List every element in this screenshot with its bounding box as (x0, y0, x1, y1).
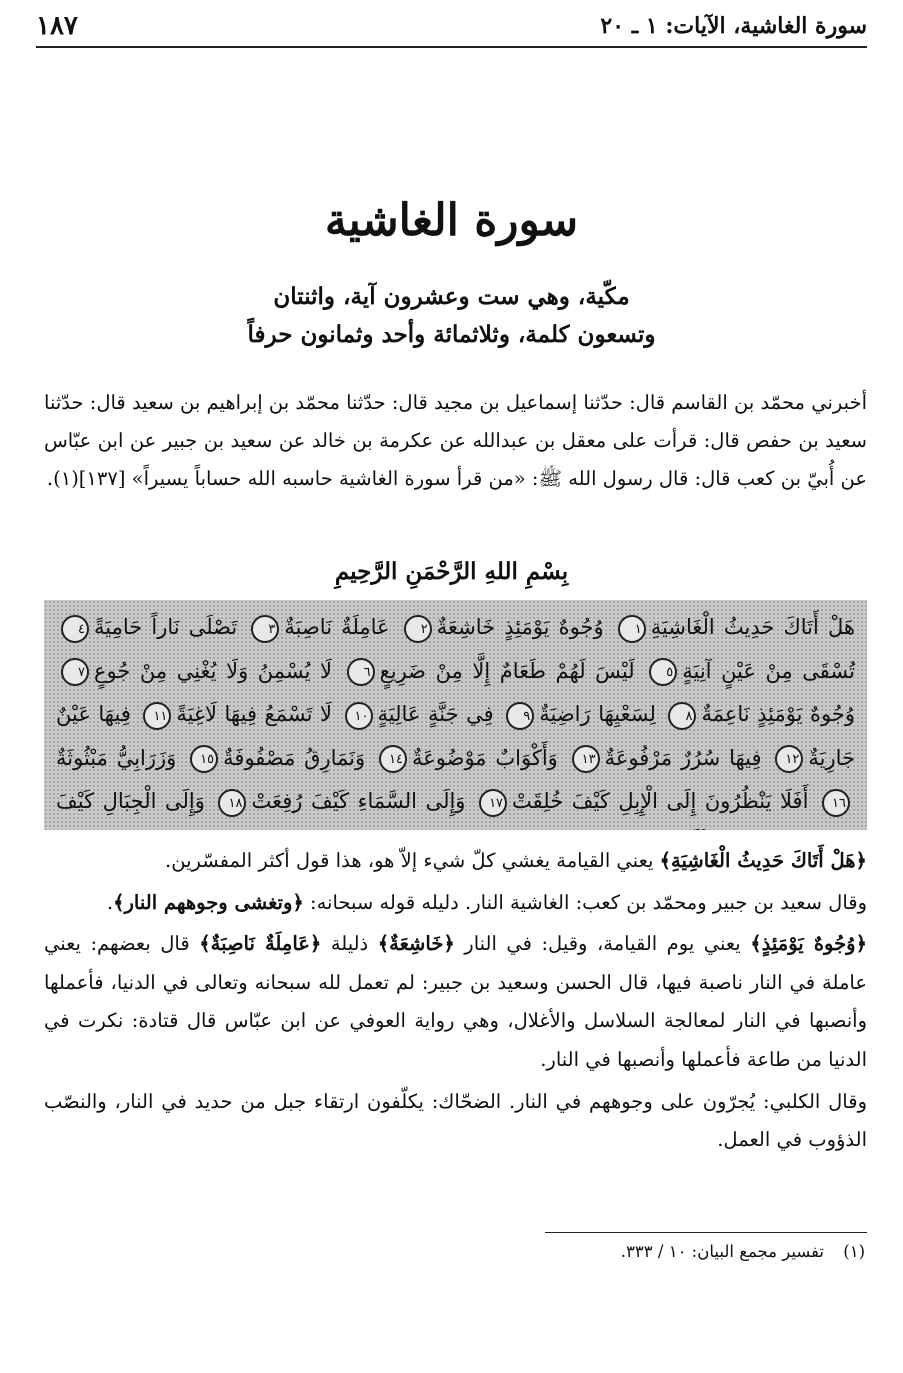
ayah-number-marker: ١٥ (190, 745, 218, 773)
footnote-divider (545, 1232, 867, 1233)
quran-quote: ﴿خَاشِعَةٌ﴾ (377, 932, 455, 956)
quran-quote: ﴿عَامِلَةٌ نَاصِبَةٌ﴾ (199, 932, 322, 956)
ayah-number-marker: ١١ (143, 702, 171, 730)
running-header (36, 6, 867, 48)
ayah-text: هَلْ أَتَاكَ حَدِيثُ الْغَاشِيَةِ (650, 615, 855, 639)
commentary-text: . (106, 890, 114, 914)
ayah-text: لِسَعْيِهَا رَاضِيَةٌ (539, 702, 656, 726)
ayah-number-marker: ١٨ (218, 789, 246, 817)
commentary-text: يعني يوم القيامة، وقيل: في النار (454, 932, 751, 956)
ayah-number-marker: ١٣ (572, 745, 600, 773)
quran-verses-box (44, 600, 867, 830)
running-title: سورة الغاشية، الآيات: ١ ـ ٢٠ (600, 13, 867, 39)
footnote-number: (١) (843, 1242, 865, 1261)
commentary-text: قال بعضهم: يعني عاملة في النار ناصبة فيها، قال الحسن وسعيد بن جبير: لم تعمل لله سبحانه وتعالى في الدنيا، فأعملها وأنصبها في النار لمعالجة السلاسل والأغلال، وهي رواية العوفي عن ابن عبّاس قال قتادة: نكرت في الدنيا من طاعة فأعملها وأنصبها في النار. (44, 932, 867, 1071)
ayah-number-marker: ٥ (649, 658, 677, 686)
commentary-text: ذليلة (321, 932, 378, 956)
ayah-text: فِيهَا عَيْنٌ جَارِيَةٌ (56, 702, 856, 770)
commentary-text: وقال الكلبي: يُجرّون على وجوههم في النار. الضحّاك: يكلّفون ارتقاء جبل من حديد في النار، والنصّب الذؤوب في العمل. (44, 1089, 867, 1152)
tafsir-paragraph (44, 1083, 867, 1160)
ayah-text: فِيهَا سُرُرٌ مَرْفُوعَةٌ (604, 745, 762, 770)
quran-quote: ﴿هَلْ أَتَاكَ حَدِيثُ الْغَاشِيَةِ﴾ (659, 849, 867, 872)
tafsir-paragraph (44, 884, 867, 923)
ayah-text: وَإِلَى السَّمَاءِ كَيْفَ رُفِعَتْ (251, 789, 466, 813)
surah-info (0, 278, 903, 354)
ayah-text: أَفَلَا يَنْظُرُونَ إِلَى الْإِبِلِ كَيْفَ خُلِقَتْ (512, 789, 809, 813)
ayah-number-marker: ١٤ (379, 745, 407, 773)
tafsir-commentary (44, 842, 867, 1160)
ayah-number-marker: ٧ (61, 658, 89, 686)
quran-quote: ﴿وتغشى وجوههم النار﴾ (113, 890, 304, 914)
ayah-number-marker: ٨ (668, 702, 696, 730)
page-number: ١٨٧ (36, 11, 78, 41)
tafsir-paragraph (44, 925, 867, 1079)
ayah-number-marker: ٣ (251, 615, 279, 643)
tafsir-paragraph (44, 842, 867, 881)
basmala: بِسْمِ اللهِ الرَّحْمَنِ الرَّحِيمِ (334, 558, 569, 585)
surah-title: سورة الغاشية (324, 195, 579, 246)
ayah-number-marker: ١٢ (775, 745, 803, 773)
ayah-text: وَإِلَى الْجِبَالِ كَيْفَ (56, 789, 205, 813)
isnad-paragraph: أخبرني محمّد بن القاسم قال: حدّثنا إسماعيل بن مجيد قال: حدّثنا محمّد بن إبراهيم بن سعيد قال: حدّثنا سعيد بن حفص قال: قرأت على معقل بن عبدالله عن عكرمة بن خالد عن سعيد بن جبير عن ابن عبّاس عن أُبيّ بن كعب قال: قال رسول الله ﷺ: «من قرأ سورة الغاشية حاسبه الله حساباً يسيراً» [١٣٧](١). (44, 391, 867, 490)
surah-info-line-1: مكّية، وهي ست وعشرون آية، واثنتان (273, 283, 630, 310)
ayah-number-marker: ٢ (404, 615, 432, 643)
ayah-text: وُجُوهٌ يَوْمَئِذٍ نَاعِمَةٌ (701, 702, 855, 726)
ayah-number-marker: ٦ (347, 658, 375, 686)
footnote-text: تفسير مجمع البيان: ١٠ / ٣٣٣. (620, 1242, 824, 1261)
ayah-text: وَنَمَارِقُ مَصْفُوفَةٌ (223, 745, 366, 770)
ayah-text: وَأَكْوَابٌ مَوْضُوعَةٌ (411, 745, 558, 770)
ayah-text: تُسْقَى مِنْ عَيْنٍ آنِيَةٍ (682, 658, 855, 683)
commentary-text: وقال سعيد بن جبير ومحمّد بن كعب: الغاشية النار. دليله قوله سبحانه: (303, 890, 867, 914)
commentary-text: يعني القيامة يغشي كلّ شيء إلاّ هو، هذا قول أكثر المفسّرين. (165, 849, 660, 872)
surah-info-line-2: وتسعون كلمة، وثلاثمائة وأحد وثمانون حرفاً (247, 321, 656, 348)
ayah-text: لَا يُسْمِنُ وَلَا يُغْنِي مِنْ جُوعٍ (94, 658, 333, 683)
ayah-number-marker: ٩ (506, 702, 534, 730)
ayah-text: تَصْلَى نَاراً حَامِيَةً (94, 615, 238, 639)
ayah-text: لَا تَسْمَعُ فِيهَا لَاغِيَةً (176, 702, 332, 726)
footnote (621, 1242, 865, 1261)
ayah-number-marker: ٤ (61, 615, 89, 643)
ayah-number-marker: ١٦ (822, 789, 850, 817)
ayah-text: عَامِلَةٌ نَاصِبَةٌ (284, 615, 390, 639)
ayah-text: وُجُوهٌ يَوْمَئِذٍ خَاشِعَةٌ (436, 615, 604, 639)
ayah-text: لَيْسَ لَهُمْ طَعَامٌ إِلَّا مِنْ ضَرِيعٍ (379, 658, 635, 683)
ayah-number-marker: ١ (618, 615, 646, 643)
ayah-number-marker: ١٧ (479, 789, 507, 817)
ayah-text: وَزَرَابِيُّ مَبْثُوثَةٌ (56, 745, 177, 770)
quran-quote: ﴿وُجُوهٌ يَوْمَئِذٍ﴾ (750, 932, 868, 956)
ayah-text: فِي جَنَّةٍ عَالِيَةٍ (377, 702, 494, 726)
ayah-number-marker: ١٠ (345, 702, 373, 730)
